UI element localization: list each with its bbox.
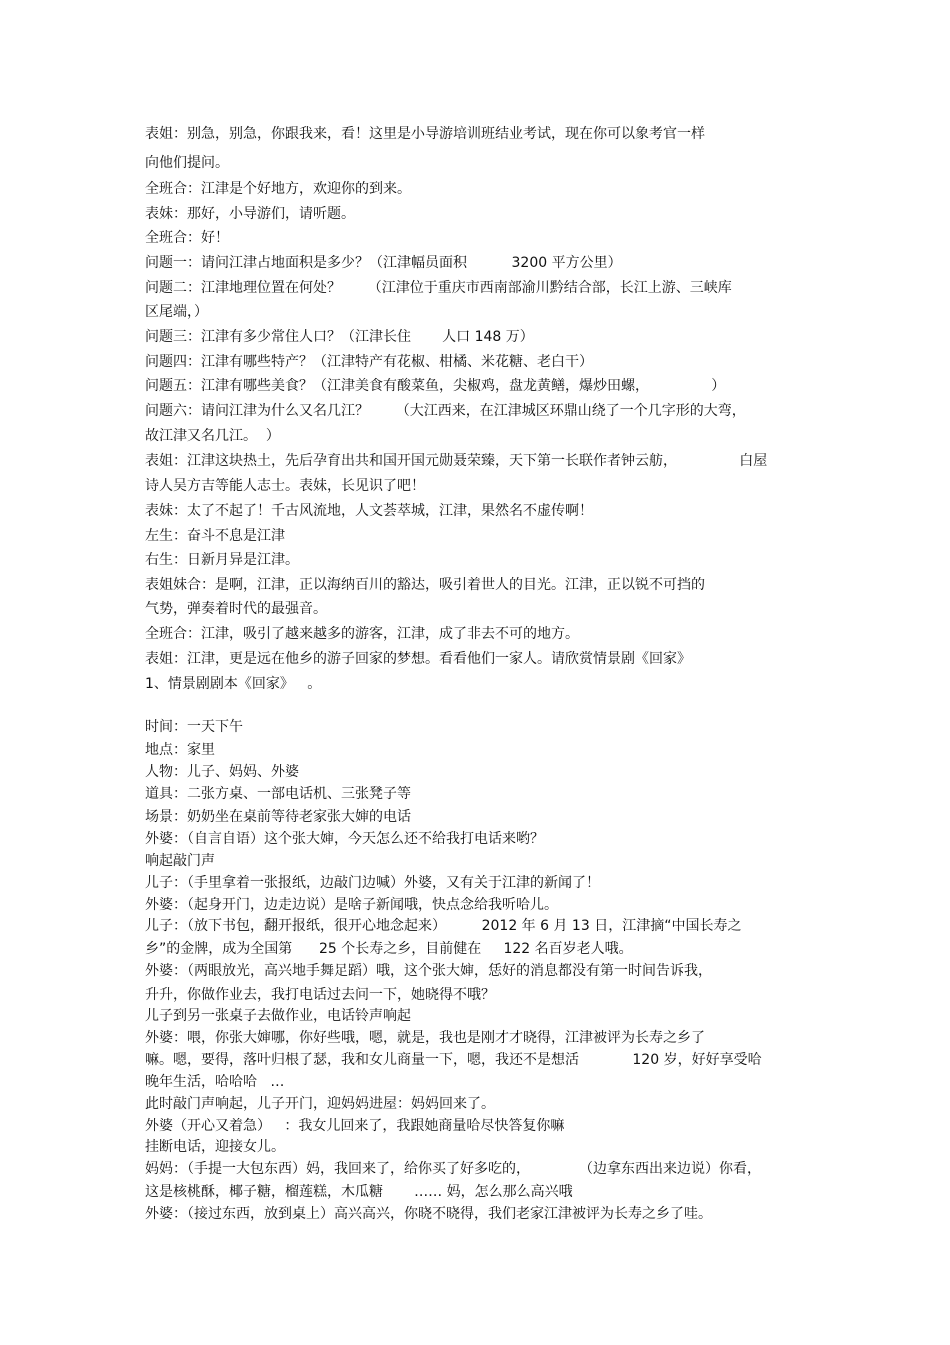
text-line: 儿子：（手里拿着一张报纸，边敲门边喊）外婆，又有关于江津的新闻了！: [145, 875, 600, 891]
text-line: 表姐：别急，别急，你跟我来，看！这里是小导游培训班结业考试，现在你可以象考官一样: [145, 126, 705, 142]
text-line: 表姐：江津，更是远在他乡的游子回家的梦想。看看他们一家人。请欣赏情景剧《回家》: [145, 651, 691, 667]
text-line: 外婆：（两眼放光，高兴地手舞足蹈）哦，这个张大婶，恁好的消息都没有第一时间告诉我，: [145, 963, 712, 979]
text-line: 外婆：喂，你张大婶哪，你好些哦，嗯，就是，我也是刚才才晓得，江津被评为长寿之乡了: [145, 1030, 705, 1046]
text-line: 升升，你做作业去，我打电话过去问一下，她晓得不哦？: [145, 987, 495, 1003]
text-line: 表妹：太了不起了！千古风流地，人文荟萃城，江津，果然名不虚传啊！: [145, 503, 593, 519]
text-line: 问题四：江津有哪些特产？（江津特产有花椒、柑橘、米花糖、老白干）: [145, 354, 593, 370]
text-line: 儿子：（放下书包，翻开报纸，很开心地念起来） 2012 年 6 月 13 日，江津摘“中国长寿之: [145, 918, 742, 934]
text-line: 全班合：江津，吸引了越来越多的游客，江津，成了非去不可的地方。: [145, 626, 579, 642]
text-line: 妈妈：（手提一大包东西）妈，我回来了，给你买了好多吃的， （边拿东西出来边说）你看，: [145, 1161, 761, 1177]
text-line: 问题六：请问江津为什么又名几江？ （大江西来，在江津城区环鼎山绕了一个几字形的大弯，: [145, 403, 746, 419]
text-line: 地点：家里: [145, 742, 215, 758]
section-heading: 1、情景剧剧本《回家》 。: [145, 676, 322, 692]
text-line: 嘛。嗯，要得，落叶归根了瑟，我和女儿商量一下，嗯，我还不是想活 120 岁，好好享受哈: [145, 1052, 762, 1068]
text-line: 表姐妹合：是啊，江津，正以海纳百川的豁达，吸引着世人的目光。江津，正以锐不可挡的: [145, 577, 705, 593]
text-line: 这是核桃酥，椰子糖，榴莲糕，木瓜糖 …… 妈，怎么那么高兴哦: [145, 1184, 573, 1200]
text-line: 人物：儿子、妈妈、外婆: [145, 764, 299, 780]
text-line: 儿子到另一张桌子去做作业，电话铃声响起: [145, 1008, 411, 1024]
text-line: 全班合：好！: [145, 230, 229, 246]
text-line: 晚年生活，哈哈哈 …: [145, 1074, 285, 1090]
text-line: 区尾端，）: [145, 304, 208, 320]
text-line: 道具：二张方桌、一部电话机、三张凳子等: [145, 786, 411, 802]
text-line: 气势，弹奏着时代的最强音。: [145, 601, 327, 617]
text-line: 挂断电话，迎接女儿。: [145, 1139, 285, 1155]
text-line: 此时敲门声响起，儿子开门，迎妈妈进屋：妈妈回来了。: [145, 1096, 495, 1112]
text-line: 故江津又名几江。 ）: [145, 428, 280, 444]
text-line: 乡”的金牌，成为全国第 25 个长寿之乡，目前健在 122 名百岁老人哦。: [145, 941, 633, 957]
text-line: 问题五：江津有哪些美食？（江津美食有酸菜鱼，尖椒鸡，盘龙黄鳝，爆炒田螺， ）: [145, 378, 726, 394]
text-line: 诗人吴方吉等能人志士。表妹，长见识了吧！: [145, 478, 425, 494]
text-line: 全班合：江津是个好地方，欢迎你的到来。: [145, 181, 411, 197]
text-line: 表姐：江津这块热土，先后孕育出共和国开国元勋聂荣臻，天下第一长联作者钟云舫， 白屋: [145, 453, 768, 469]
text-line: 问题二：江津地理位置在何处？ （江津位于重庆市西南部渝川黔结合部，长江上游、三峡库: [145, 280, 732, 296]
text-line: 向他们提问。: [145, 155, 229, 171]
text-line: 右生：日新月异是江津。: [145, 552, 299, 568]
text-line: 外婆：（起身开门，边走边说）是啥子新闻哦，快点念给我听哈儿。: [145, 897, 558, 913]
text-line: 外婆：（接过东西，放到桌上）高兴高兴，你晓不晓得，我们老家江津被评为长寿之乡了哇。: [145, 1206, 712, 1222]
text-line: 外婆（开心又着急） ：我女儿回来了，我跟她商量哈尽快答复你嘛: [145, 1118, 565, 1134]
text-line: 场景：奶奶坐在桌前等待老家张大婶的电话: [145, 809, 411, 825]
text-line: 左生：奋斗不息是江津: [145, 528, 285, 544]
text-line: 响起敲门声: [145, 853, 215, 869]
text-line: 时间：一天下午: [145, 719, 243, 735]
text-line: 表妹：那好，小导游们，请听题。: [145, 206, 355, 222]
text-line: 问题一：请问江津占地面积是多少？（江津幅员面积 3200 平方公里）: [145, 255, 622, 271]
text-line: 外婆：（自言自语）这个张大婶，今天怎么还不给我打电话来哟？: [145, 831, 544, 847]
text-line: 问题三：江津有多少常住人口？（江津长住 人口 148 万）: [145, 329, 534, 345]
